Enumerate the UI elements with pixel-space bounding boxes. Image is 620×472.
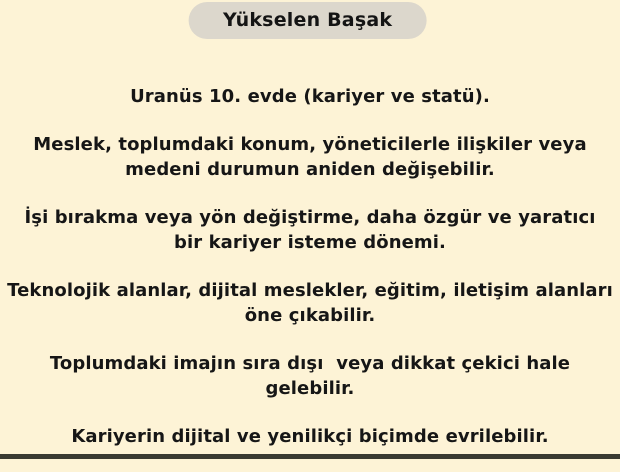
page-title: Yükselen Başak xyxy=(223,9,393,31)
paragraph-line: bir kariyer isteme dönemi. xyxy=(173,232,446,253)
paragraph-public-image xyxy=(0,351,620,401)
paragraph-line: medeni durumun aniden değişebilir. xyxy=(125,159,495,180)
paragraph-line: Meslek, toplumdaki konum, yöneticilerle ilişkiler veya xyxy=(33,134,587,155)
paragraph-line: öne çıkabilir. xyxy=(244,305,376,326)
paragraph-line: Kariyerin dijital ve yenilikçi biçimde evrilebilir. xyxy=(71,426,549,447)
paragraph-line: Teknolojik alanlar, dijital meslekler, eğitim, iletişim alanları xyxy=(7,280,613,301)
paragraph-line: gelebilir. xyxy=(265,378,355,399)
paragraph-digital-evolution xyxy=(0,424,620,449)
paragraph-uranus-house xyxy=(0,84,620,109)
paragraph-line: Uranüs 10. evde (kariyer ve statü). xyxy=(130,86,490,107)
paragraph-quit-job xyxy=(0,205,620,255)
card-body xyxy=(0,84,620,472)
paragraph-line: Toplumdaki imajın sıra dışı veya dikkat çekici hale xyxy=(49,353,571,374)
paragraph-line: İşi bırakma veya yön değiştirme, daha özgür ve yaratıcı xyxy=(24,207,596,228)
title-badge xyxy=(189,2,427,39)
bottom-edge-strip xyxy=(0,454,620,459)
paragraph-career-change xyxy=(0,132,620,182)
paragraph-tech-fields xyxy=(0,278,620,328)
